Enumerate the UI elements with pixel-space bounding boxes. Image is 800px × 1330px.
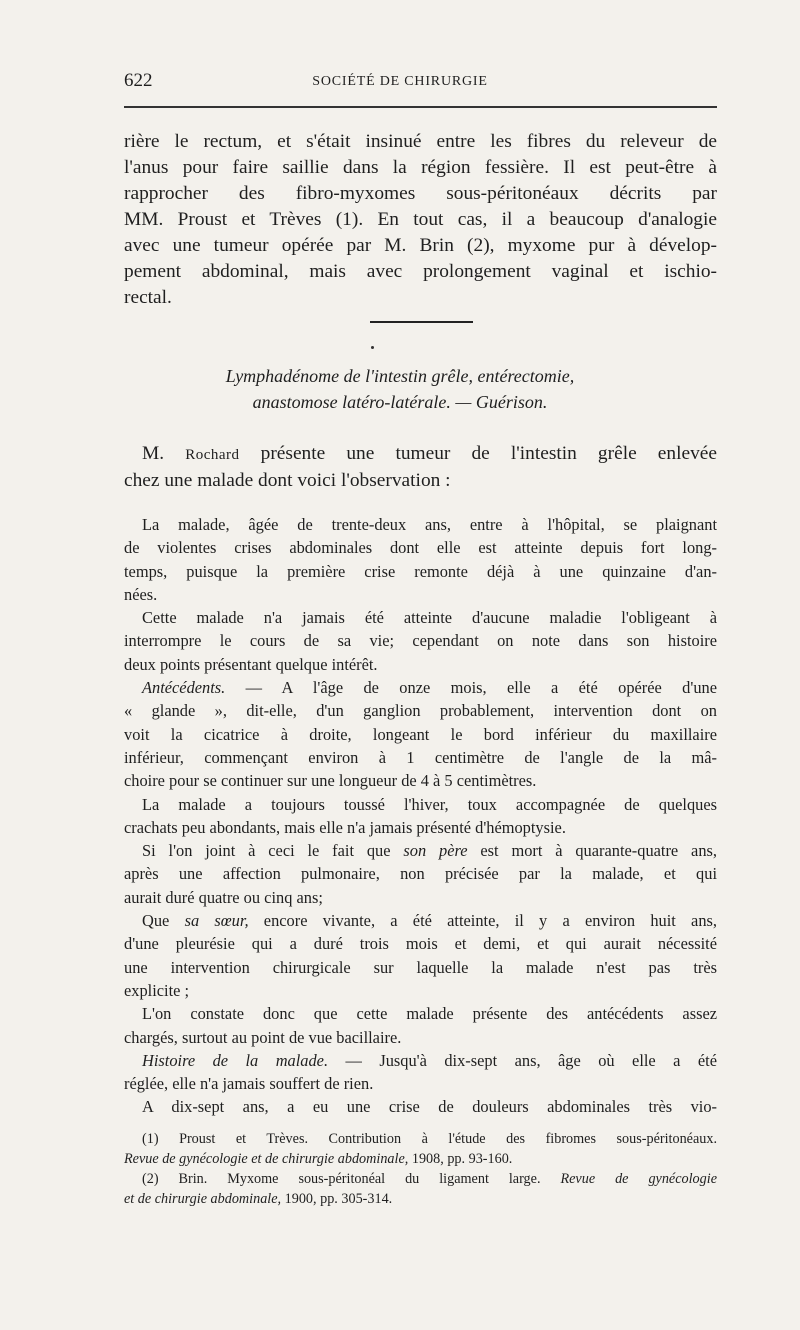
text-line: Histoire de la malade. — Jusqu'à dix-sept ans, âge où elle a été — [142, 1050, 717, 1070]
separator-dot — [371, 346, 374, 349]
section-title-line-2: anastomose latéro-latérale. — Guérison. — [252, 392, 548, 412]
footnotes — [124, 1129, 717, 1209]
text-line: de violentes crises abdominales dont elle est atteinte depuis fort long- — [124, 538, 717, 558]
text-line: Antécédents. — A l'âge de onze mois, elle a été opérée d'une — [142, 678, 717, 698]
text-line: explicite ; — [124, 980, 190, 1000]
intro-paragraph — [124, 441, 717, 494]
text-line: choire pour se continuer sur une longueur de 4 à 5 centimètres. — [124, 771, 537, 791]
text-line: Si l'on joint à ceci le fait que son père est mort à quarante-quatre ans, — [142, 841, 717, 861]
text-line: Cette malade n'a jamais été atteinte d'aucune maladie l'obligeant à — [142, 608, 717, 628]
text-line: La malade a toujours toussé l'hiver, toux accompagnée de quelques — [142, 794, 717, 814]
text-line: avec une tumeur opérée par M. Brin (2), myxome pur à dévelop- — [124, 235, 717, 256]
header-rule — [124, 106, 717, 108]
text-line: chez une malade dont voici l'observation : — [124, 470, 451, 491]
text-line: rectal. — [124, 287, 172, 308]
author-name: Rochard — [185, 447, 240, 463]
running-title: SOCIÉTÉ DE CHIRURGIE — [312, 74, 488, 89]
text-line: interrompre le cours de sa vie; cependant on note dans son histoire — [124, 631, 717, 651]
section-separator — [370, 321, 473, 323]
text-line: rapprocher des fibro-myxomes sous-péritonéaux décrits par — [124, 183, 717, 204]
text-line: pement abdominal, mais avec prolongement vaginal et ischio- — [124, 261, 717, 282]
text-line: rière le rectum, et s'était insinué entre les fibres du releveur de — [124, 131, 717, 152]
text-line: Que sa sœur, encore vivante, a été atteinte, il y a environ huit ans, — [142, 911, 717, 931]
page-number: 622 — [124, 70, 153, 91]
antecedents-label: Antécédents. — [142, 678, 226, 698]
text-line: M. Rochard présente une tumeur de l'intestin grêle enlevée — [142, 443, 717, 464]
text-line: « glande », dit-elle, d'un ganglion probablement, intervention dont on — [124, 701, 717, 721]
text-line: voit la cicatrice à droite, longeant le bord inférieur du maxillaire — [124, 724, 717, 744]
text-line: La malade, âgée de trente-deux ans, entre à l'hôpital, se plaignant — [142, 515, 717, 534]
text-line: L'on constate donc que cette malade présente des antécédents assez — [142, 1004, 717, 1024]
text-line: aurait duré quatre ou cinq ans; — [124, 887, 323, 907]
observation-text — [124, 513, 717, 1119]
text-line: A dix-sept ans, a eu une crise de douleurs abdominales très vio- — [142, 1097, 717, 1117]
text-line: deux points présentant quelque intérêt. — [124, 654, 378, 674]
continuation-paragraph — [124, 129, 717, 311]
history-label: Histoire de la malade. — [142, 1050, 329, 1070]
text-line: l'anus pour faire saillie dans la région fessière. Il est peut-être à — [124, 157, 717, 178]
footnote-1: (1) Proust et Trèves. Contribution à l'étude des fibromes sous-péritonéaux. — [142, 1131, 717, 1147]
text-line: et de chirurgie abdominale, 1900, pp. 305-314. — [124, 1191, 393, 1207]
text-line: temps, puisque la première crise remonte déjà à une quinzaine d'an- — [124, 561, 717, 581]
footnote-2: (2) Brin. Myxome sous-péritonéal du ligament large. Revue de gynécologie — [142, 1171, 717, 1187]
text-line: crachats peu abondants, mais elle n'a jamais présenté d'hémoptysie. — [124, 817, 566, 837]
text-line: chargés, surtout au point de vue bacillaire. — [124, 1027, 402, 1047]
text-line: réglée, elle n'a jamais souffert de rien. — [124, 1074, 374, 1094]
text-line: inférieur, commençant environ à 1 centimètre de l'angle de la mâ- — [124, 747, 717, 767]
text-line: d'une pleurésie qui a duré trois mois et demi, et qui aurait nécessité — [124, 934, 717, 954]
section-title-line-1: Lymphadénome de l'intestin grêle, entérectomie, — [225, 366, 575, 386]
text-line: Revue de gynécologie et de chirurgie abdominale, 1908, pp. 93-160. — [124, 1151, 513, 1167]
text-line: MM. Proust et Trèves (1). En tout cas, il a beaucoup d'analogie — [124, 209, 717, 230]
text-line: après une affection pulmonaire, non précisée par la malade, et qui — [124, 864, 717, 884]
text-line: une intervention chirurgicale sur laquelle la malade n'est pas très — [124, 957, 717, 977]
text-line: nées. — [124, 584, 158, 604]
